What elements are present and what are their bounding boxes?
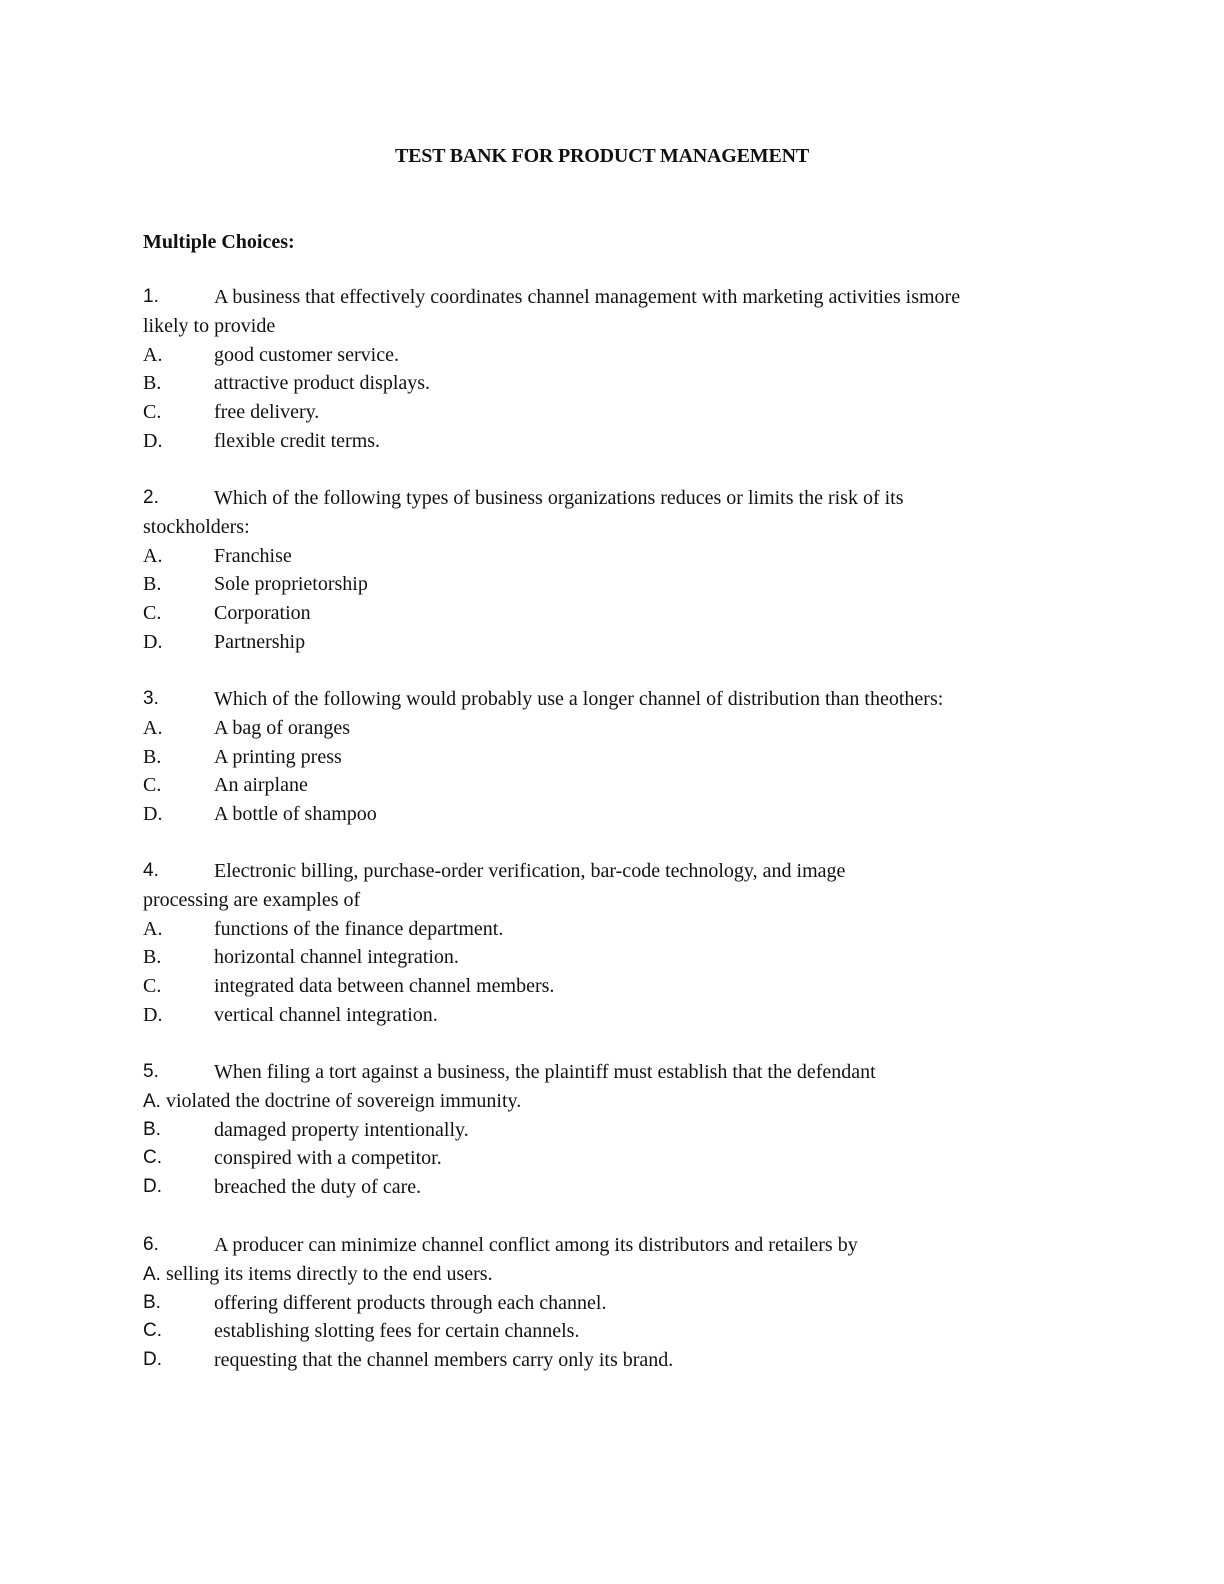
option-letter: A. xyxy=(143,1090,161,1112)
option-text: An airplane xyxy=(214,774,308,797)
option-b xyxy=(143,1116,1043,1145)
option-letter: C. xyxy=(143,602,162,625)
option-text: violated the doctrine of sovereign immunity. xyxy=(165,1089,522,1112)
option-c xyxy=(143,771,1043,800)
option-b xyxy=(143,1289,1043,1318)
option-letter: D. xyxy=(143,630,163,653)
option-text: breached the duty of care. xyxy=(214,1176,422,1199)
option-letter: C. xyxy=(143,774,162,797)
option-letter: A. xyxy=(143,716,163,739)
question-number: 1. xyxy=(143,286,159,307)
option-letter: C. xyxy=(143,401,162,424)
option-letter: C. xyxy=(143,1320,162,1342)
question-stem-text: processing are examples of xyxy=(143,888,361,911)
question-stem-continuation xyxy=(143,513,1043,542)
option-text: A printing press xyxy=(214,745,342,768)
section-heading: Multiple Choices: xyxy=(143,231,295,253)
question-number: 5. xyxy=(143,1061,159,1082)
option-text: flexible credit terms. xyxy=(214,429,381,452)
option-letter: D. xyxy=(143,1176,162,1198)
option-letter: A. xyxy=(143,343,163,366)
option-d xyxy=(143,1173,1043,1202)
option-letter: B. xyxy=(143,745,162,768)
option-c xyxy=(143,398,1043,427)
option-c xyxy=(143,599,1043,628)
option-letter: C. xyxy=(143,1147,162,1169)
option-a xyxy=(143,1087,1043,1116)
option-text: selling its items directly to the end users. xyxy=(165,1262,493,1285)
option-text: Franchise xyxy=(214,544,292,567)
question-stem-continuation xyxy=(143,312,1043,341)
option-c xyxy=(143,1317,1043,1346)
question-stem-text: A business that effectively coordinates channel management with marketing activities ismore xyxy=(214,286,961,308)
question-stem xyxy=(143,1058,1043,1087)
question-6 xyxy=(143,1231,1043,1375)
question-4 xyxy=(143,857,1043,1030)
option-a xyxy=(143,542,1043,571)
option-text: Sole proprietorship xyxy=(214,573,368,596)
option-text: attractive product displays. xyxy=(214,372,431,395)
option-d xyxy=(143,800,1043,829)
option-text: vertical channel integration. xyxy=(214,1003,438,1026)
option-letter: B. xyxy=(143,1118,161,1140)
option-a xyxy=(143,1260,1043,1289)
option-text: free delivery. xyxy=(214,401,320,424)
option-letter: B. xyxy=(143,573,162,596)
option-letter: A. xyxy=(143,544,163,567)
option-letter: C. xyxy=(143,975,162,998)
option-letter: D. xyxy=(143,429,163,452)
question-stem xyxy=(143,857,1043,886)
option-letter: A. xyxy=(143,917,163,940)
option-d xyxy=(143,628,1043,657)
option-d xyxy=(143,427,1043,456)
question-5 xyxy=(143,1058,1043,1202)
option-letter: A. xyxy=(143,1263,161,1285)
option-b xyxy=(143,369,1043,398)
option-b xyxy=(143,570,1043,599)
option-b xyxy=(143,943,1043,972)
option-letter: B. xyxy=(143,372,162,395)
option-text: good customer service. xyxy=(214,343,399,366)
option-text: functions of the finance department. xyxy=(214,917,504,940)
option-letter: D. xyxy=(143,803,163,826)
document-title: TEST BANK FOR PRODUCT MANAGEMENT xyxy=(394,145,809,167)
question-3 xyxy=(143,685,1043,829)
question-number: 4. xyxy=(143,860,159,881)
option-text: damaged property intentionally. xyxy=(214,1118,469,1141)
question-stem xyxy=(143,283,1043,312)
question-stem-continuation xyxy=(143,886,1043,915)
question-stem xyxy=(143,1231,1043,1260)
option-a xyxy=(143,915,1043,944)
question-stem-text: Which of the following would probably use a longer channel of distribution than theothers: xyxy=(214,688,944,710)
option-text: Partnership xyxy=(214,630,306,653)
question-stem-text: Electronic billing, purchase-order verification, bar-code technology, and image xyxy=(214,860,846,882)
question-stem xyxy=(143,685,1043,714)
option-text: A bag of oranges xyxy=(214,716,351,739)
option-c xyxy=(143,1144,1043,1173)
question-stem-text: Which of the following types of business organizations reduces or limits the risk of its xyxy=(214,487,904,509)
question-stem xyxy=(143,484,1043,513)
option-text: conspired with a competitor. xyxy=(214,1147,442,1170)
option-c xyxy=(143,972,1043,1001)
option-d xyxy=(143,1346,1043,1375)
option-b xyxy=(143,743,1043,772)
option-text: requesting that the channel members carry only its brand. xyxy=(214,1349,674,1372)
question-stem-text: stockholders: xyxy=(143,515,250,538)
option-a xyxy=(143,341,1043,370)
option-letter: D. xyxy=(143,1349,162,1371)
question-stem-text: likely to provide xyxy=(143,314,276,337)
option-text: Corporation xyxy=(214,602,311,625)
option-d xyxy=(143,1001,1043,1030)
option-text: offering different products through each channel. xyxy=(214,1291,607,1314)
option-letter: B. xyxy=(143,946,162,969)
option-a xyxy=(143,714,1043,743)
question-number: 6. xyxy=(143,1234,159,1255)
option-text: A bottle of shampoo xyxy=(214,803,377,826)
question-number: 2. xyxy=(143,487,159,508)
question-number: 3. xyxy=(143,688,159,709)
question-stem-text: A producer can minimize channel conflict among its distributors and retailers by xyxy=(214,1234,858,1256)
option-text: establishing slotting fees for certain channels. xyxy=(214,1320,580,1343)
question-stem-text: When filing a tort against a business, the plaintiff must establish that the defendant xyxy=(214,1061,876,1083)
question-1 xyxy=(143,283,1043,456)
option-text: integrated data between channel members. xyxy=(214,975,555,998)
option-text: horizontal channel integration. xyxy=(214,946,459,969)
option-letter: B. xyxy=(143,1291,161,1313)
question-2 xyxy=(143,484,1043,657)
option-letter: D. xyxy=(143,1003,163,1026)
